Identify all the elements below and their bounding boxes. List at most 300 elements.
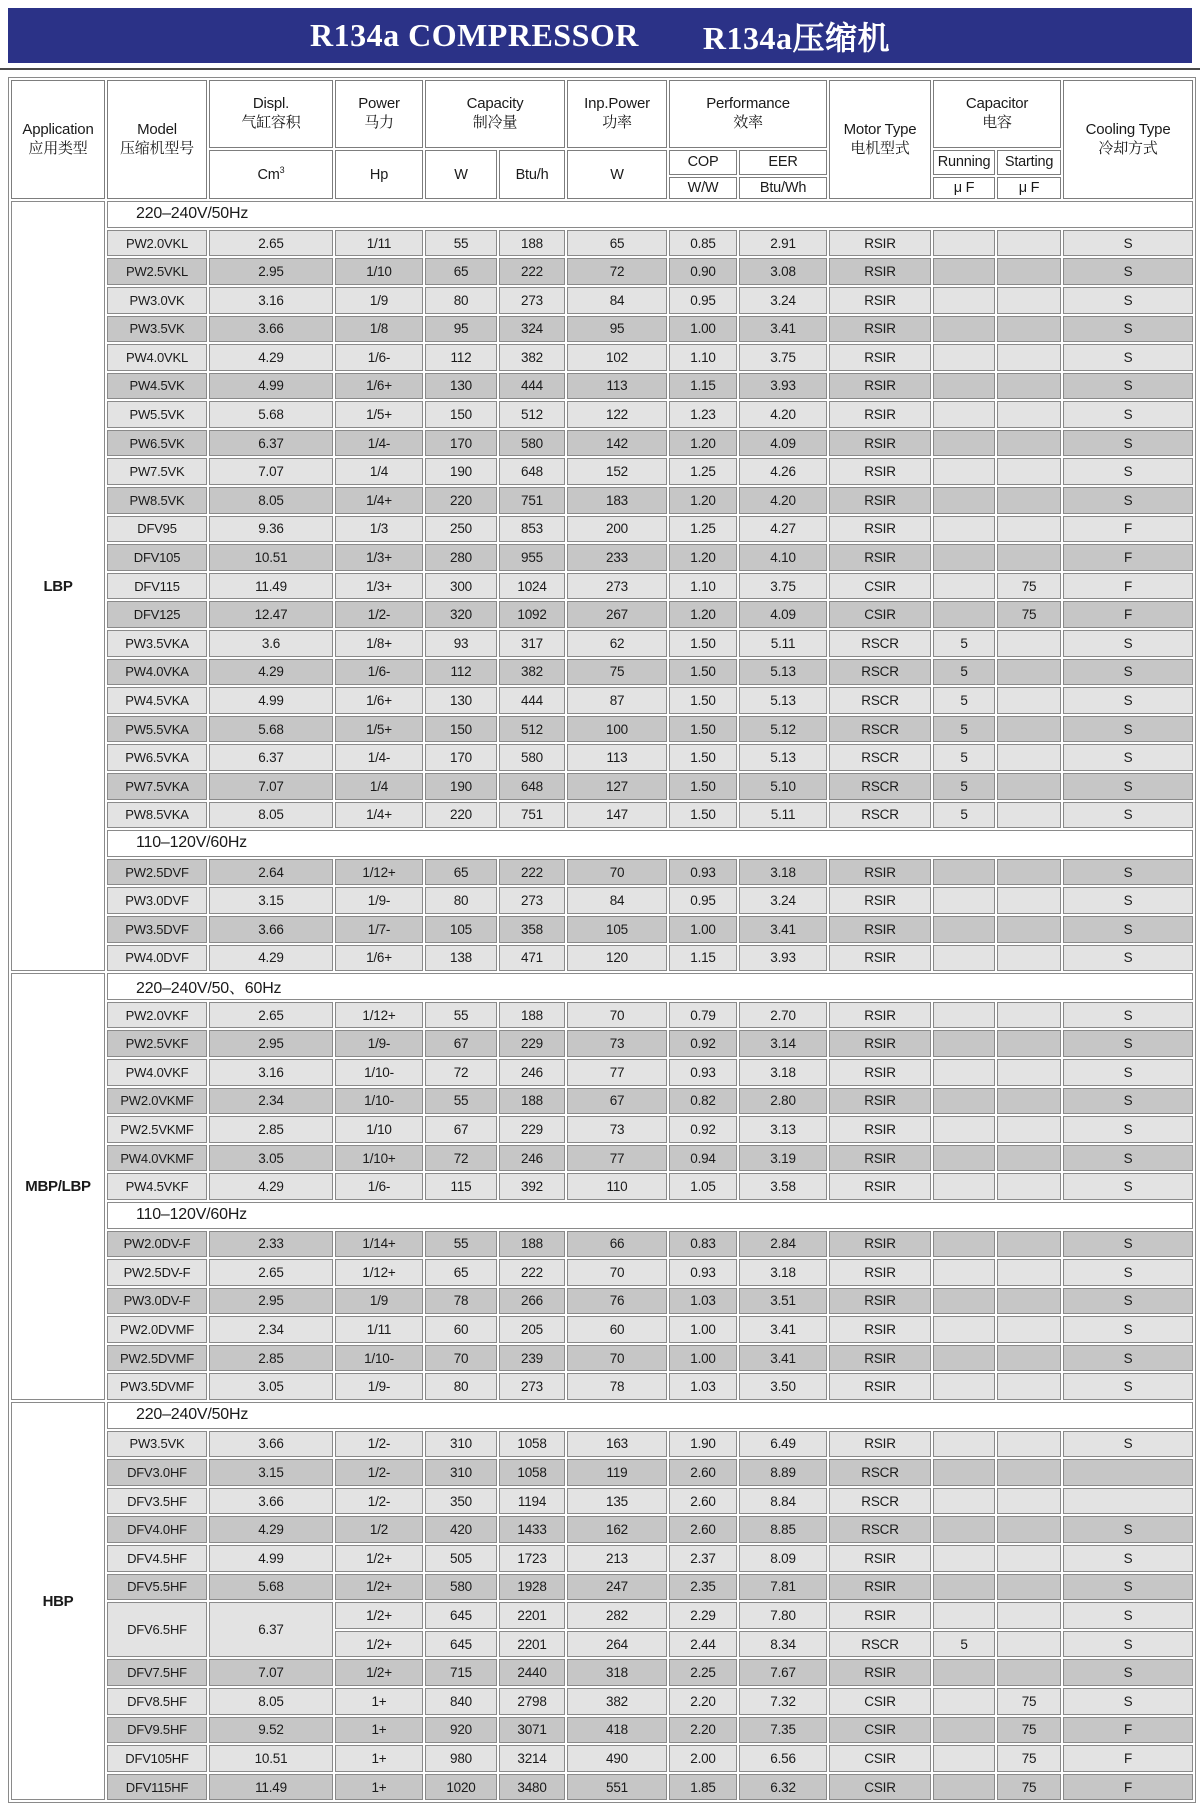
cell-capacitor-starting <box>997 258 1061 285</box>
cell-capacitor-running <box>933 1373 995 1400</box>
cell-capacity-w: 65 <box>425 859 497 886</box>
cell-cooling-type: S <box>1063 1088 1193 1115</box>
cell-power-hp: 1/3+ <box>335 573 423 600</box>
cell-eer: 3.18 <box>739 1259 827 1286</box>
cell-cooling-type: S <box>1063 1002 1193 1029</box>
cell-eer: 3.75 <box>739 573 827 600</box>
cell-cooling-type: S <box>1063 1631 1193 1658</box>
cell-motor-type: RSCR <box>829 659 931 686</box>
cell-capacity-btuh: 580 <box>499 430 565 457</box>
cell-capacity-w: 95 <box>425 316 497 343</box>
voltage-group-label: 220–240V/50Hz <box>107 201 1193 228</box>
cell-displacement: 2.95 <box>209 1030 333 1057</box>
cell-capacitor-starting <box>997 1088 1061 1115</box>
cell-capacitor-running <box>933 1088 995 1115</box>
cell-eer: 3.08 <box>739 258 827 285</box>
cell-power-hp: 1/14+ <box>335 1231 423 1258</box>
cell-power-hp: 1/7- <box>335 916 423 943</box>
cell-motor-type: CSIR <box>829 1688 931 1715</box>
cell-model: PW4.0DVF <box>107 945 207 972</box>
cell-eer: 7.80 <box>739 1602 827 1629</box>
cell-capacity-w: 1020 <box>425 1774 497 1801</box>
unit-header-uf-starting: μ F <box>997 177 1061 199</box>
cell-power-hp: 1/10- <box>335 1088 423 1115</box>
cell-capacity-w: 93 <box>425 630 497 657</box>
cell-capacity-w: 65 <box>425 1259 497 1286</box>
cell-model: PW3.0VK <box>107 287 207 314</box>
cell-capacitor-starting <box>997 1288 1061 1315</box>
cell-capacitor-running: 5 <box>933 744 995 771</box>
cell-capacity-w: 112 <box>425 344 497 371</box>
cell-capacitor-running <box>933 1745 995 1772</box>
data-row <box>11 1145 1193 1172</box>
data-row <box>11 630 1193 657</box>
cell-power-hp: 1/2+ <box>335 1574 423 1601</box>
cell-power-hp: 1/10 <box>335 258 423 285</box>
cell-capacity-btuh: 246 <box>499 1145 565 1172</box>
voltage-group-label: 220–240V/50、60Hz <box>107 973 1193 1000</box>
cell-motor-type: RSIR <box>829 316 931 343</box>
cell-power-hp: 1/4 <box>335 773 423 800</box>
cell-eer: 3.93 <box>739 373 827 400</box>
cell-cop: 0.79 <box>669 1002 737 1029</box>
cell-capacity-btuh: 1058 <box>499 1459 565 1486</box>
data-row <box>11 1116 1193 1143</box>
cell-capacitor-running <box>933 1345 995 1372</box>
cell-motor-type: RSIR <box>829 430 931 457</box>
data-row <box>11 230 1193 257</box>
cell-input-power: 113 <box>567 373 667 400</box>
cell-capacity-w: 190 <box>425 458 497 485</box>
cell-capacitor-running: 5 <box>933 773 995 800</box>
cell-eer: 6.49 <box>739 1431 827 1458</box>
cell-motor-type: RSIR <box>829 859 931 886</box>
cell-cop: 0.93 <box>669 1259 737 1286</box>
cell-cop: 2.20 <box>669 1688 737 1715</box>
cell-capacitor-running <box>933 1659 995 1686</box>
cell-capacitor-starting <box>997 1345 1061 1372</box>
cell-input-power: 100 <box>567 716 667 743</box>
cell-eer: 2.80 <box>739 1088 827 1115</box>
data-row <box>11 687 1193 714</box>
cell-capacity-w: 300 <box>425 573 497 600</box>
cell-displacement: 5.68 <box>209 716 333 743</box>
cell-capacitor-running <box>933 1173 995 1200</box>
cell-power-hp: 1/12+ <box>335 1259 423 1286</box>
cell-motor-type: RSIR <box>829 1373 931 1400</box>
cell-model: PW2.5VKMF <box>107 1116 207 1143</box>
cell-cop: 1.25 <box>669 516 737 543</box>
cell-capacitor-running <box>933 1002 995 1029</box>
cell-model: PW4.0VKMF <box>107 1145 207 1172</box>
cell-cop: 1.00 <box>669 916 737 943</box>
cell-cooling-type: S <box>1063 1316 1193 1343</box>
cell-model: DFV115 <box>107 573 207 600</box>
cell-model: PW4.5VKA <box>107 687 207 714</box>
voltage-row <box>11 973 1193 1000</box>
cell-cop: 0.82 <box>669 1088 737 1115</box>
cell-capacity-btuh: 955 <box>499 544 565 571</box>
cell-capacity-btuh: 222 <box>499 859 565 886</box>
cell-cooling-type: S <box>1063 258 1193 285</box>
cell-cooling-type: S <box>1063 1659 1193 1686</box>
cell-power-hp: 1/12+ <box>335 1002 423 1029</box>
cell-capacity-btuh: 3480 <box>499 1774 565 1801</box>
cell-capacitor-running <box>933 401 995 428</box>
data-row <box>11 1231 1193 1258</box>
cell-cop: 0.92 <box>669 1030 737 1057</box>
cell-model: PW7.5VK <box>107 458 207 485</box>
cell-model: PW8.5VK <box>107 487 207 514</box>
cell-capacitor-starting <box>997 859 1061 886</box>
cell-capacity-btuh: 273 <box>499 1373 565 1400</box>
cell-input-power: 70 <box>567 859 667 886</box>
cell-capacity-btuh: 324 <box>499 316 565 343</box>
data-row <box>11 659 1193 686</box>
cell-capacitor-running <box>933 1516 995 1543</box>
cell-capacity-w: 320 <box>425 601 497 628</box>
cell-capacity-w: 310 <box>425 1431 497 1458</box>
cell-motor-type: RSIR <box>829 1173 931 1200</box>
cell-power-hp: 1/11 <box>335 230 423 257</box>
cell-model: PW2.0VKL <box>107 230 207 257</box>
cell-capacity-btuh: 222 <box>499 258 565 285</box>
cell-eer: 3.13 <box>739 1116 827 1143</box>
cell-input-power: 264 <box>567 1631 667 1658</box>
cell-cooling-type: F <box>1063 601 1193 628</box>
cell-displacement: 5.68 <box>209 401 333 428</box>
cell-model: DFV3.5HF <box>107 1488 207 1515</box>
cell-model: DFV115HF <box>107 1774 207 1801</box>
cell-capacity-w: 170 <box>425 430 497 457</box>
cell-eer: 4.27 <box>739 516 827 543</box>
cell-displacement: 4.29 <box>209 659 333 686</box>
cell-cooling-type: S <box>1063 1373 1193 1400</box>
cell-model: DFV7.5HF <box>107 1659 207 1686</box>
data-row <box>11 1774 1193 1801</box>
title-english: R134a COMPRESSOR <box>309 17 639 53</box>
cell-capacitor-running <box>933 859 995 886</box>
cell-displacement: 4.99 <box>209 373 333 400</box>
cell-input-power: 84 <box>567 287 667 314</box>
cell-capacitor-starting <box>997 887 1061 914</box>
cell-capacitor-starting <box>997 458 1061 485</box>
cell-model: PW2.5VKF <box>107 1030 207 1057</box>
cell-capacity-btuh: 2798 <box>499 1688 565 1715</box>
data-row <box>11 1516 1193 1543</box>
cell-motor-type: RSIR <box>829 1574 931 1601</box>
cell-capacitor-starting <box>997 1116 1061 1143</box>
cell-eer: 4.09 <box>739 601 827 628</box>
cell-displacement: 7.07 <box>209 1659 333 1686</box>
data-row <box>11 1259 1193 1286</box>
cell-cop: 1.90 <box>669 1431 737 1458</box>
cell-eer: 4.20 <box>739 401 827 428</box>
cell-input-power: 382 <box>567 1688 667 1715</box>
cell-capacity-btuh: 317 <box>499 630 565 657</box>
cell-capacitor-running: 5 <box>933 802 995 829</box>
cell-model: DFV105 <box>107 544 207 571</box>
cell-capacity-w: 280 <box>425 544 497 571</box>
cell-cop: 2.60 <box>669 1488 737 1515</box>
table-header <box>11 80 1193 199</box>
cell-displacement: 2.33 <box>209 1231 333 1258</box>
cell-displacement: 5.68 <box>209 1574 333 1601</box>
voltage-group-label: 110–120V/60Hz <box>107 830 1193 857</box>
sub-header-running: Running <box>933 150 995 175</box>
cell-cooling-type: S <box>1063 744 1193 771</box>
cell-model: DFV4.5HF <box>107 1545 207 1572</box>
cell-motor-type: RSCR <box>829 1516 931 1543</box>
cell-motor-type: RSIR <box>829 1316 931 1343</box>
cell-capacitor-running <box>933 430 995 457</box>
cell-cooling-type: S <box>1063 1116 1193 1143</box>
cell-eer: 7.32 <box>739 1688 827 1715</box>
cell-displacement: 12.47 <box>209 601 333 628</box>
cell-capacitor-starting <box>997 516 1061 543</box>
cell-eer: 3.24 <box>739 287 827 314</box>
cell-motor-type: RSIR <box>829 258 931 285</box>
cell-eer: 5.12 <box>739 716 827 743</box>
cell-power-hp: 1/2 <box>335 1516 423 1543</box>
cell-capacity-w: 190 <box>425 773 497 800</box>
cell-input-power: 76 <box>567 1288 667 1315</box>
cell-capacitor-starting: 75 <box>997 601 1061 628</box>
cell-displacement: 7.07 <box>209 773 333 800</box>
cell-displacement: 2.34 <box>209 1088 333 1115</box>
cell-model: PW7.5VKA <box>107 773 207 800</box>
cell-capacitor-running <box>933 1059 995 1086</box>
cell-capacity-w: 60 <box>425 1316 497 1343</box>
cell-capacitor-starting <box>997 1145 1061 1172</box>
cell-cop: 1.50 <box>669 773 737 800</box>
sub-header-cop: COP <box>669 150 737 175</box>
cell-capacity-btuh: 358 <box>499 916 565 943</box>
cell-power-hp: 1/10+ <box>335 1145 423 1172</box>
cell-input-power: 122 <box>567 401 667 428</box>
unit-header-uf-running: μ F <box>933 177 995 199</box>
cell-capacitor-starting <box>997 1545 1061 1572</box>
cell-capacitor-starting: 75 <box>997 1745 1061 1772</box>
data-row <box>11 1488 1193 1515</box>
cell-model: PW3.0DVF <box>107 887 207 914</box>
cell-power-hp: 1/10- <box>335 1345 423 1372</box>
col-header-capacitor: Capacitor 电容 <box>933 80 1061 148</box>
data-row <box>11 1173 1193 1200</box>
cell-capacitor-starting <box>997 916 1061 943</box>
cell-model: DFV95 <box>107 516 207 543</box>
cell-motor-type: RSCR <box>829 744 931 771</box>
page-title <box>8 8 1192 63</box>
cell-capacitor-starting <box>997 430 1061 457</box>
cell-motor-type: RSIR <box>829 887 931 914</box>
col-header-application: Application 应用类型 <box>11 80 105 199</box>
cell-capacity-btuh: 648 <box>499 773 565 800</box>
data-row <box>11 573 1193 600</box>
cell-motor-type: RSIR <box>829 230 931 257</box>
data-row <box>11 373 1193 400</box>
cell-capacitor-running <box>933 1288 995 1315</box>
cell-power-hp: 1/9- <box>335 887 423 914</box>
cell-capacity-w: 67 <box>425 1116 497 1143</box>
cell-capacitor-running <box>933 1459 995 1486</box>
cell-capacity-btuh: 382 <box>499 659 565 686</box>
cell-motor-type: RSIR <box>829 916 931 943</box>
voltage-row <box>11 201 1193 228</box>
cell-cop: 1.50 <box>669 716 737 743</box>
cell-model: DFV9.5HF <box>107 1717 207 1744</box>
cell-capacitor-starting <box>997 1059 1061 1086</box>
compressor-spec-table <box>8 77 1196 1803</box>
cell-capacity-w: 70 <box>425 1345 497 1372</box>
cell-input-power: 78 <box>567 1373 667 1400</box>
cell-cop: 1.20 <box>669 544 737 571</box>
cell-input-power: 490 <box>567 1745 667 1772</box>
cell-displacement: 7.07 <box>209 458 333 485</box>
cell-input-power: 77 <box>567 1059 667 1086</box>
cell-capacity-btuh: 751 <box>499 487 565 514</box>
cell-model: PW6.5VK <box>107 430 207 457</box>
cell-model: PW2.5VKL <box>107 258 207 285</box>
cell-eer: 5.10 <box>739 773 827 800</box>
cell-power-hp: 1/6+ <box>335 373 423 400</box>
cell-capacity-btuh: 580 <box>499 744 565 771</box>
cell-eer: 3.14 <box>739 1030 827 1057</box>
cell-input-power: 60 <box>567 1316 667 1343</box>
cell-cooling-type: S <box>1063 1231 1193 1258</box>
cell-capacitor-starting <box>997 487 1061 514</box>
cell-capacity-w: 350 <box>425 1488 497 1515</box>
cell-capacitor-running <box>933 601 995 628</box>
cell-cop: 1.15 <box>669 945 737 972</box>
cell-power-hp: 1/9- <box>335 1030 423 1057</box>
cell-power-hp: 1/5+ <box>335 716 423 743</box>
cell-displacement: 3.05 <box>209 1145 333 1172</box>
cell-cooling-type: S <box>1063 1688 1193 1715</box>
cell-cop: 1.50 <box>669 659 737 686</box>
cell-input-power: 119 <box>567 1459 667 1486</box>
cell-power-hp: 1/2+ <box>335 1631 423 1658</box>
cell-eer: 4.09 <box>739 430 827 457</box>
cell-capacitor-running <box>933 344 995 371</box>
data-row <box>11 744 1193 771</box>
cell-capacitor-starting <box>997 1459 1061 1486</box>
cell-eer: 5.13 <box>739 687 827 714</box>
cell-motor-type: RSIR <box>829 344 931 371</box>
cell-model: DFV4.0HF <box>107 1516 207 1543</box>
cell-capacitor-starting <box>997 716 1061 743</box>
cell-input-power: 147 <box>567 802 667 829</box>
data-row <box>11 287 1193 314</box>
data-row <box>11 716 1193 743</box>
cell-power-hp: 1/6+ <box>335 945 423 972</box>
cell-power-hp: 1/2+ <box>335 1602 423 1629</box>
cell-cop: 2.44 <box>669 1631 737 1658</box>
cell-capacity-w: 220 <box>425 802 497 829</box>
cell-capacity-w: 72 <box>425 1145 497 1172</box>
data-row <box>11 401 1193 428</box>
cell-capacitor-running <box>933 1116 995 1143</box>
cell-model: PW6.5VKA <box>107 744 207 771</box>
cell-model: DFV8.5HF <box>107 1688 207 1715</box>
cell-motor-type: RSIR <box>829 1288 931 1315</box>
cell-capacity-w: 80 <box>425 887 497 914</box>
data-row <box>11 1288 1193 1315</box>
cell-cooling-type: F <box>1063 1745 1193 1772</box>
cell-model: PW2.0DV-F <box>107 1231 207 1258</box>
cell-eer: 2.70 <box>739 1002 827 1029</box>
cell-capacitor-starting <box>997 773 1061 800</box>
cell-capacitor-starting: 75 <box>997 1717 1061 1744</box>
cell-displacement: 2.85 <box>209 1345 333 1372</box>
cell-capacitor-running <box>933 1545 995 1572</box>
cell-input-power: 163 <box>567 1431 667 1458</box>
cell-capacity-btuh: 1092 <box>499 601 565 628</box>
cell-eer: 3.41 <box>739 1316 827 1343</box>
cell-cop: 1.20 <box>669 487 737 514</box>
voltage-row <box>11 1202 1193 1229</box>
cell-capacitor-starting <box>997 744 1061 771</box>
cell-capacity-btuh: 222 <box>499 1259 565 1286</box>
cell-input-power: 142 <box>567 430 667 457</box>
cell-model: PW3.5DVMF <box>107 1373 207 1400</box>
cell-capacitor-running <box>933 516 995 543</box>
cell-capacity-btuh: 239 <box>499 1345 565 1372</box>
cell-capacitor-starting <box>997 1659 1061 1686</box>
cell-capacity-btuh: 188 <box>499 1231 565 1258</box>
cell-motor-type: RSIR <box>829 458 931 485</box>
cell-cop: 2.00 <box>669 1745 737 1772</box>
cell-capacity-btuh: 229 <box>499 1116 565 1143</box>
cell-displacement: 3.6 <box>209 630 333 657</box>
cell-capacity-w: 840 <box>425 1688 497 1715</box>
data-row <box>11 1002 1193 1029</box>
cell-cop: 0.95 <box>669 287 737 314</box>
cell-cop: 1.25 <box>669 458 737 485</box>
cell-displacement: 11.49 <box>209 573 333 600</box>
data-row <box>11 1345 1193 1372</box>
cell-capacity-w: 55 <box>425 1002 497 1029</box>
cell-capacitor-running <box>933 1259 995 1286</box>
cell-eer: 4.26 <box>739 458 827 485</box>
cell-model: PW2.0DVMF <box>107 1316 207 1343</box>
cell-cop: 1.00 <box>669 316 737 343</box>
cell-eer: 3.58 <box>739 1173 827 1200</box>
cell-capacitor-starting: 75 <box>997 1774 1061 1801</box>
cell-capacitor-starting <box>997 373 1061 400</box>
data-row <box>11 859 1193 886</box>
data-row <box>11 544 1193 571</box>
cell-cooling-type: S <box>1063 945 1193 972</box>
cell-capacity-w: 250 <box>425 516 497 543</box>
cell-capacitor-starting <box>997 401 1061 428</box>
cell-motor-type: RSIR <box>829 1602 931 1629</box>
cell-eer: 7.81 <box>739 1574 827 1601</box>
cell-capacitor-starting <box>997 1259 1061 1286</box>
data-row <box>11 1717 1193 1744</box>
cell-power-hp: 1/2- <box>335 1431 423 1458</box>
cell-power-hp: 1+ <box>335 1688 423 1715</box>
cell-displacement: 3.16 <box>209 1059 333 1086</box>
cell-input-power: 67 <box>567 1088 667 1115</box>
cell-capacity-btuh: 229 <box>499 1030 565 1057</box>
cell-displacement: 3.66 <box>209 1488 333 1515</box>
cell-displacement: 3.15 <box>209 887 333 914</box>
cell-motor-type: RSIR <box>829 544 931 571</box>
cell-motor-type: RSIR <box>829 1145 931 1172</box>
cell-capacity-btuh: 1194 <box>499 1488 565 1515</box>
sub-header-eer: EER <box>739 150 827 175</box>
